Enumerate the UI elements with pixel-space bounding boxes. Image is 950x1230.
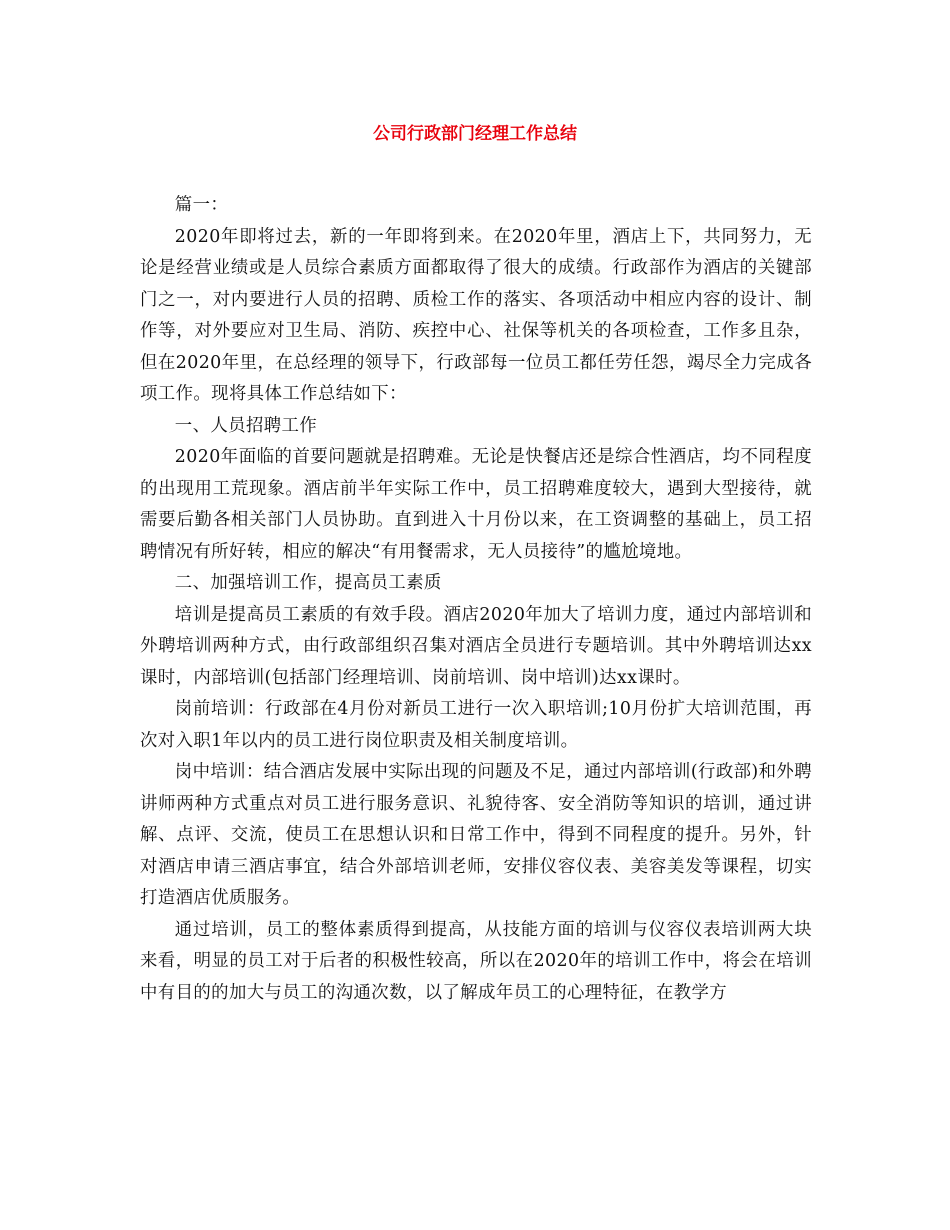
- paragraph-training: 培训是提高员工素质的有效手段。酒店2020年加大了培训力度，通过内部培训和外聘培训两种方式，由行政部组织召集对酒店全员进行专题培训。其中外聘培训达xx课时，内部培训(包括部门经理培训、岗前培训、岗中培训)达xx课时。: [140, 604, 812, 688]
- paragraph-on-job-training: 岗中培训：结合酒店发展中实际出现的问题及不足，通过内部培训(行政部)和外聘讲师两种方式重点对员工进行服务意识、礼貌待客、安全消防等知识的培训，通过讲解、点评、交流，使员工在思想认识和日常工作中，得到不同程度的提升。另外，针对酒店申请三酒店事宜，结合外部培训老师，安排仪容仪表、美容美发等课程，切实打造酒店优质服务。: [140, 762, 812, 908]
- document-body: [140, 190, 812, 1009]
- paragraph-pre-job-training: 岗前培训：行政部在4月份对新员工进行一次入职培训;10月份扩大培训范围，再次对入职1年以内的员工进行岗位职责及相关制度培训。: [140, 699, 812, 751]
- paragraph-training-results: 通过培训，员工的整体素质得到提高，从技能方面的培训与仪容仪表培训两大块来看，明显的员工对于后者的积极性较高，所以在2020年的培训工作中，将会在培训中有目的的加大与员工的沟通次数，以了解成年员工的心理特征，在教学方: [140, 919, 812, 1003]
- heading-training: 二、加强培训工作，提高员工素质: [174, 573, 442, 593]
- heading-recruitment: 一、人员招聘工作: [174, 415, 318, 436]
- paragraph-intro: 2020年即将过去，新的一年即将到来。在2020年里，酒店上下，共同努力，无论是经营业绩或是人员综合素质方面都取得了很大的成绩。行政部作为酒店的关键部门之一，对内要进行人员的招聘、质检工作的落实、各项活动中相应内容的设计、制作等，对外要应对卫生局、消防、疾控中心、社保等机关的各项检查，工作多且杂，但在2020年里，在总经理的领导下，行政部每一位员工都任劳任怨，竭尽全力完成各项工作。现将具体工作总结如下：: [140, 226, 812, 404]
- document-title: 公司行政部门经理工作总结: [373, 124, 577, 144]
- paragraph-section-label: 篇一：: [174, 195, 229, 215]
- paragraph-recruitment: 2020年面临的首要问题就是招聘难。无论是快餐店还是综合性酒店，均不同程度的出现用工荒现象。酒店前半年实际工作中，员工招聘难度较大，遇到大型接待，就需要后勤各相关部门人员协助。直到进入十月份以来，在工资调整的基础上，员工招聘情况有所好转，相应的解决“有用餐需求，无人员接待”的尴尬境地。: [140, 447, 812, 562]
